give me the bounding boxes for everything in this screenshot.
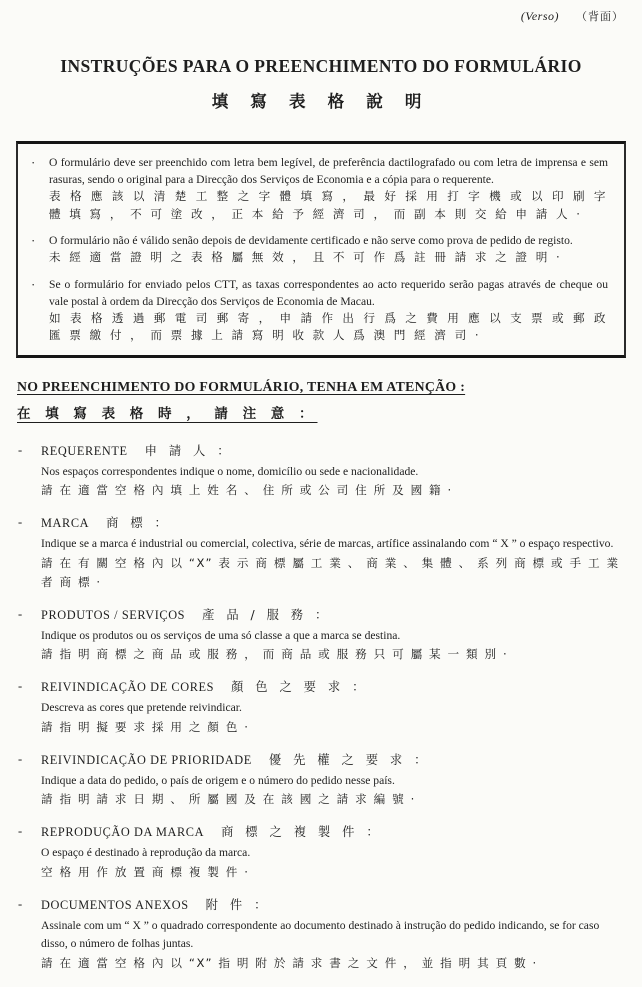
item-desc-pt: Assinale com um “ X ” o quadrado correspondente ao documento destinado à instrução do pedido indicando, se for caso disso, o número de folhas juntas. bbox=[41, 918, 600, 950]
item-desc-zh: 請 在 適 當 空 格 內 以 “X” 指 明 附 於 請 求 書 之 文 件 ， 並 指 明 其 頁 數 · bbox=[41, 955, 538, 970]
bullet-marker: · bbox=[31, 233, 36, 248]
instruction-item-requerente bbox=[16, 441, 626, 501]
item-desc-zh: 請 在 有 關 空 格 內 以 “X” 表 示 商 標 屬 工 業 、 商 業 、 集 體 、 系 列 商 標 或 手 工 業 者 商 標 · bbox=[41, 555, 620, 589]
item-desc-pt: Nos espaços correspondentes indique o nome, domicílio ou sede e nacionalidade. bbox=[41, 464, 419, 478]
bullet-marker: · bbox=[31, 155, 36, 170]
item-dash: - bbox=[18, 751, 23, 766]
instruction-item-reproducao-marca bbox=[16, 822, 626, 882]
item-desc-pt: Descreva as cores que pretende reivindicar. bbox=[41, 701, 242, 714]
instruction-item-reivindicacao-prioridade bbox=[16, 750, 626, 810]
item-desc-zh: 請 在 適 當 空 格 內 填 上 姓 名 、 住 所 或 公 司 住 所 及 國 籍 · bbox=[41, 483, 453, 497]
bullet-marker: · bbox=[31, 276, 36, 292]
notice-text-zh: 未 經 適 當 證 明 之 表 格 屬 無 效 ， 且 不 可 作 爲 註 冊 請 求 之 證 明 · bbox=[49, 250, 563, 264]
instruction-item-reivindicacao-cores bbox=[16, 677, 626, 737]
item-desc-zh: 空 格 用 作 放 置 商 標 複 製 件 · bbox=[41, 864, 250, 879]
item-desc-zh: 請 指 明 請 求 日 期 、 所 屬 國 及 在 該 國 之 請 求 編 號 · bbox=[41, 792, 416, 806]
item-desc-pt: Indique os produtos ou os serviços de uma só classe a que a marca se destina. bbox=[41, 628, 401, 642]
item-title-pt: REIVINDICAÇÃO DE CORES bbox=[41, 680, 215, 694]
notice-bullet bbox=[31, 276, 608, 345]
item-title-pt: PRODUTOS / SERVIÇOS bbox=[41, 607, 186, 622]
item-title-zh: 優 先 權 之 要 求 ： bbox=[268, 752, 431, 767]
attention-heading bbox=[17, 378, 626, 423]
item-dash: - bbox=[18, 824, 23, 838]
notice-text-pt: O formulário não é válido senão depois de devidamente certificado e não serve como prova de pedido de registo. bbox=[49, 234, 573, 247]
notice-bullet bbox=[31, 154, 608, 223]
item-desc-pt: O espaço é destinado à reprodução da marca. bbox=[41, 846, 251, 859]
item-dash: - bbox=[18, 679, 23, 693]
instruction-item-marca bbox=[16, 513, 626, 592]
item-title-zh: 申 請 人 ： bbox=[144, 443, 234, 458]
item-title-zh: 商 標 ： bbox=[106, 516, 171, 530]
notice-text-zh: 如 表 格 透 過 郵 電 司 郵 寄 ， 申 請 作 出 行 爲 之 費 用 應 以 支 票 或 郵 政 匯 票 繳 付 ， 而 票 據 上 請 寫 明 收 款 人 爲 澳 門 經 濟 司 · bbox=[49, 310, 608, 342]
page-title-pt: INSTRUÇÕES PARA O PREENCHIMENTO DO FORMULÁRIO bbox=[60, 56, 582, 76]
item-title-pt: REQUERENTE bbox=[41, 443, 128, 458]
item-title-pt: DOCUMENTOS ANEXOS bbox=[41, 897, 189, 912]
item-dash: - bbox=[18, 896, 23, 911]
notice-box bbox=[16, 141, 626, 358]
item-dash: - bbox=[18, 442, 23, 457]
notice-text-zh: 表 格 應 該 以 清 楚 工 整 之 字 體 填 寫 ， 最 好 採 用 打 字 機 或 以 印 刷 字 體 填 寫 ， 不 可 塗 改 ， 正 本 給 予 經 濟 司 ， 而 副 本 則 交 給 申 請 人 · bbox=[49, 189, 608, 221]
item-title-zh: 顏 色 之 要 求 ： bbox=[231, 680, 369, 694]
item-title-zh: 附 件 ： bbox=[205, 897, 271, 912]
item-title-zh: 商 標 之 複 製 件 ： bbox=[221, 825, 383, 839]
item-desc-zh: 請 指 明 商 標 之 商 品 或 服 務 ， 而 商 品 或 服 務 只 可 屬 某 一 類 別 · bbox=[41, 647, 509, 661]
item-dash: - bbox=[18, 606, 23, 621]
attention-heading-pt: NO PREENCHIMENTO DO FORMULÁRIO, TENHA EM ATENÇÃO : bbox=[17, 378, 466, 394]
item-title-pt: REIVINDICAÇÃO DE PRIORIDADE bbox=[41, 752, 252, 767]
notice-text-pt: O formulário deve ser preenchido com letra bem legível, de preferência dactilografado ou com letra de imprensa e sem rasuras, sendo o original para a Direcção dos Serviços de Economia e a cópia para o requerente. bbox=[49, 156, 608, 186]
attention-heading-zh: 在 填 寫 表 格 時 ， 請 注 意 ： bbox=[17, 405, 318, 422]
item-dash: - bbox=[18, 515, 23, 529]
instruction-items bbox=[16, 441, 626, 973]
item-desc-pt: Indique a data do pedido, o país de origem e o número do pedido nesse país. bbox=[41, 773, 395, 787]
item-title-pt: MARCA bbox=[41, 516, 90, 530]
page-title-zh: 填 寫 表 格 說 明 bbox=[211, 92, 431, 111]
notice-text-pt: Se o formulário for enviado pelos CTT, as taxas correspondentes ao acto requerido serão pagas através de cheque ou vale postal à ordem da Direcção dos Serviços de Economia de Macau. bbox=[49, 277, 608, 308]
verso-label-pt: (Verso) bbox=[520, 9, 559, 23]
instruction-item-documentos-anexos bbox=[16, 895, 626, 973]
verso-label bbox=[16, 8, 626, 24]
item-desc-pt: Indique se a marca é industrial ou comercial, colectiva, série de marcas, artífice assinalando com “ X ” o espaço respectivo. bbox=[41, 537, 614, 550]
item-title-pt: REPRODUÇÃO DA MARCA bbox=[41, 825, 205, 839]
notice-bullet bbox=[31, 232, 608, 267]
item-title-zh: 產 品 / 服 務 ： bbox=[202, 607, 332, 622]
instruction-item-produtos-servicos bbox=[16, 605, 626, 665]
item-desc-zh: 請 指 明 擬 要 求 採 用 之 顏 色 · bbox=[41, 719, 250, 734]
verso-label-zh: （背面） bbox=[576, 11, 624, 23]
